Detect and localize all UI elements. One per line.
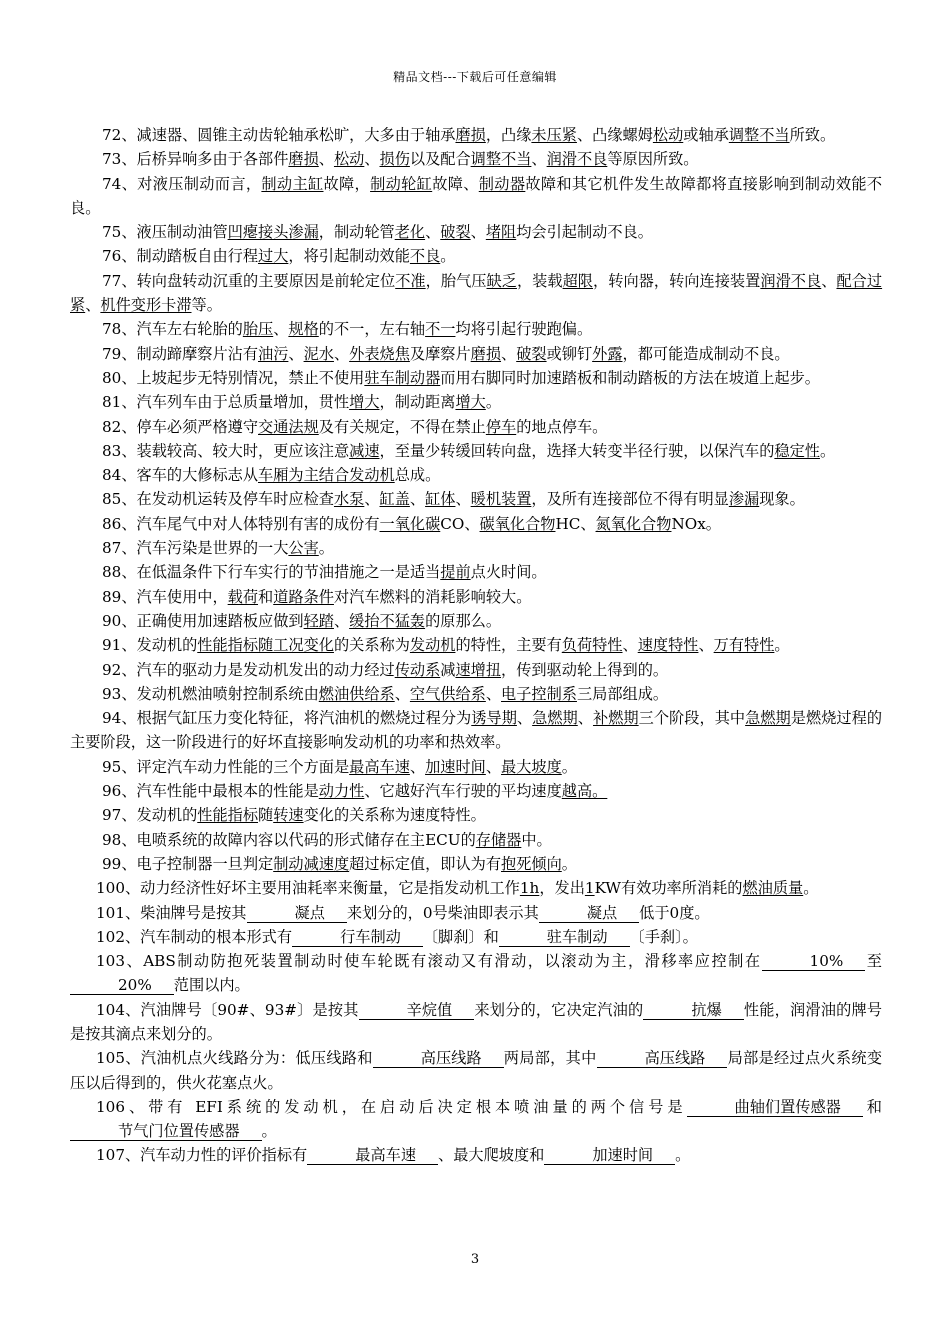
- underlined-answer: 空气供给系: [409, 684, 486, 703]
- fill-in-answer: 曲轴们置传感器: [687, 1098, 863, 1117]
- text-segment: 98、电喷系统的故障内容以代码的形式储存在主ECU的: [102, 830, 476, 849]
- underlined-answer: 提前: [440, 563, 471, 582]
- underlined-answer: 破裂: [516, 344, 547, 363]
- text-segment: 。: [485, 393, 502, 412]
- text-segment: 的地点停车。: [516, 417, 608, 436]
- text-segment: 99、电子控制器一旦判定: [102, 854, 274, 873]
- text-segment: 、最大爬坡度和: [438, 1146, 545, 1165]
- text-segment: 。: [675, 1146, 691, 1165]
- fill-in-answer: 抗爆: [643, 1001, 743, 1020]
- underlined-answer: 不准: [395, 271, 426, 290]
- underlined-answer: 越高。: [561, 782, 608, 801]
- text-segment: 现象。: [759, 490, 805, 509]
- underlined-answer: 制动轮缸: [370, 174, 433, 193]
- text-segment: 〔手刹〕。: [629, 927, 698, 946]
- question-73: [70, 147, 882, 171]
- underlined-answer: 破裂: [440, 223, 471, 242]
- question-96: [70, 779, 882, 803]
- question-85: [70, 487, 882, 511]
- text-segment: 79、制动蹄摩察片沾有: [102, 344, 259, 363]
- text-segment: 的原那么。: [425, 611, 502, 630]
- underlined-answer: 松动: [652, 126, 684, 144]
- question-87: [70, 536, 882, 560]
- underlined-answer: 缺乏: [486, 271, 517, 290]
- fill-in-answer: 凝点: [247, 904, 347, 923]
- text-segment: 而用右脚同时加速踏板和制动踏板的方法在坡道上起步。: [440, 368, 820, 387]
- question-72: [70, 123, 882, 147]
- text-segment: 范围以内。: [173, 976, 250, 995]
- text-segment: 。: [261, 1122, 277, 1141]
- text-segment: 对汽车燃料的消耗影响较大。: [333, 587, 532, 606]
- text-segment: 84、客车的大修标志从: [102, 466, 259, 485]
- text-segment: 等。: [191, 296, 222, 315]
- text-segment: 、: [501, 344, 517, 363]
- underlined-answer: 制动主缸: [261, 174, 324, 193]
- text-segment: 、: [394, 684, 410, 703]
- text-segment: 93、发动机燃油喷射控制系统由: [102, 684, 319, 703]
- text-segment: 。: [440, 247, 456, 266]
- text-segment: 故障、: [432, 174, 479, 193]
- question-88: [70, 560, 882, 584]
- underlined-answer: 电子控制系: [501, 684, 577, 703]
- underlined-answer: 缸盖: [379, 490, 410, 509]
- underlined-answer: 车厢为主结合发动机: [258, 466, 395, 485]
- fill-in-answer: 10%: [762, 952, 866, 971]
- underlined-answer: 规格: [288, 320, 319, 339]
- text-segment: 超过标定值，即认为有: [349, 854, 502, 873]
- underlined-answer: 发动机: [409, 636, 456, 655]
- text-segment: ，装载: [516, 271, 563, 290]
- question-99: [70, 852, 882, 876]
- text-segment: 。: [774, 636, 790, 655]
- fill-in-answer: 高压线路: [373, 1049, 504, 1068]
- question-94: [70, 706, 882, 755]
- text-segment: ，传到驱动轮上得到的。: [501, 660, 669, 679]
- underlined-answer: 轻踏: [303, 611, 334, 630]
- underlined-answer: 制动减速度: [273, 854, 350, 873]
- question-105: [70, 1046, 882, 1095]
- text-segment: 三局部组成。: [576, 684, 669, 703]
- text-segment: 局部是经过点火系统变压以后得到的，供火花塞点火。: [70, 1049, 883, 1092]
- underlined-answer: 缓抬不猛轰: [349, 611, 426, 630]
- underlined-answer: 外露: [592, 344, 623, 363]
- underlined-answer: 燃油供给系: [318, 684, 395, 703]
- text-segment: 。: [561, 757, 577, 776]
- document-body: [70, 123, 882, 1168]
- question-103: [70, 949, 882, 998]
- underlined-answer: 堵阻: [485, 223, 517, 242]
- underlined-answer: 润滑不良: [760, 271, 822, 290]
- underlined-answer: 转速: [273, 806, 304, 825]
- text-segment: ，制动距离: [379, 393, 456, 412]
- question-81: [70, 390, 882, 414]
- text-segment: 104、汽油牌号〔90#、93#〕是按其: [96, 1000, 359, 1019]
- text-segment: 性能，润滑油的牌号是按其滴点来划分的。: [70, 1000, 883, 1043]
- text-segment: 低于0度。: [639, 903, 710, 922]
- text-segment: 以及配合: [409, 150, 471, 169]
- underlined-answer: 诱导期: [471, 709, 517, 728]
- underlined-answer: 交通法规: [258, 417, 319, 436]
- text-segment: 的关系称为: [333, 636, 410, 655]
- underlined-answer: 水泵: [333, 490, 365, 509]
- text-segment: ，胎气压: [425, 271, 487, 290]
- text-segment: ，凸缘: [485, 126, 532, 144]
- underlined-answer: 驻车制动器: [364, 368, 441, 387]
- underlined-answer: 外表烧焦: [349, 344, 410, 363]
- text-segment: 、: [821, 271, 837, 290]
- text-segment: 的不一，左右轴: [318, 320, 426, 339]
- text-segment: 点火时间。: [470, 563, 547, 582]
- text-segment: 105、汽油机点火线路分为：低压线路和: [96, 1049, 373, 1068]
- text-segment: ，发出: [539, 879, 585, 898]
- underlined-answer: 老化: [394, 223, 426, 242]
- text-segment: 、: [485, 684, 502, 703]
- question-91: [70, 633, 882, 657]
- text-segment: 100、动力经济性好坏主要用油耗率来衡量，它是指发动机工作: [96, 879, 520, 898]
- text-segment: 及摩察片: [409, 344, 471, 363]
- question-80: [70, 366, 882, 390]
- text-segment: 。: [561, 854, 577, 873]
- underlined-answer: 性能指标随工况变化: [197, 636, 334, 655]
- fill-in-answer: 最高车速: [307, 1146, 438, 1165]
- text-segment: 、: [455, 490, 471, 509]
- text-segment: 88、在低温条件下行车实行的节油措施之一是适当: [102, 563, 441, 582]
- text-segment: 106、带有 EFI系统的发动机，在启动后决定根本喷油量的两个信号是: [96, 1097, 687, 1116]
- question-101: [70, 901, 882, 925]
- underlined-answer: 调整不当: [470, 150, 532, 169]
- text-segment: ，至量少转缓回转向盘，选择大转变半径行驶，以保汽车的: [379, 441, 775, 460]
- underlined-answer: 加速时间: [425, 757, 486, 776]
- underlined-answer: 性能指标: [197, 806, 259, 825]
- text-segment: 等原因所致。: [607, 150, 699, 169]
- text-segment: 、: [333, 344, 350, 363]
- text-segment: ，转向器，转向连接装置: [593, 271, 761, 290]
- underlined-answer: 配合过紧: [70, 271, 883, 315]
- text-segment: ，及所有连接部位不得有明显: [531, 490, 729, 509]
- text-segment: 所致。: [789, 126, 836, 144]
- underlined-answer: 燃油质量: [742, 879, 804, 898]
- text-segment: 、: [516, 709, 533, 728]
- text-segment: 83、装载较高、较大时，更应该注意: [102, 441, 350, 460]
- text-segment: HC、: [555, 514, 596, 533]
- text-segment: 92、汽车的驱动力是发动机发出的动力经过: [102, 660, 395, 679]
- fill-in-answer: 行车制动: [292, 928, 423, 947]
- text-segment: 中。: [521, 830, 552, 849]
- underlined-answer: 制动器: [478, 174, 526, 193]
- text-segment: 或轴承: [683, 126, 729, 144]
- question-100: [70, 876, 882, 900]
- text-segment: 82、停车必须严格遵守: [102, 417, 259, 436]
- text-segment: NOx。: [671, 514, 721, 533]
- text-segment: 76、制动踏板自由行程: [102, 247, 259, 266]
- fill-in-answer: 加速时间: [544, 1146, 675, 1165]
- text-segment: 103、ABS制动防抱死装置制动时使车轮既有滚动又有滑动，以滚动为主，滑移率应控制在: [96, 952, 762, 971]
- text-segment: ，将引起制动效能: [288, 247, 410, 266]
- text-segment: 、: [577, 709, 593, 728]
- text-segment: KW有效功率所消耗的: [594, 879, 743, 898]
- underlined-answer: 道路条件: [273, 587, 334, 606]
- text-segment: 的特性，主要有: [455, 636, 562, 655]
- underlined-answer: 最大坡度: [501, 757, 562, 776]
- text-segment: 。: [318, 539, 334, 558]
- underlined-answer: 传动系: [394, 660, 441, 679]
- question-76: [70, 244, 882, 268]
- underlined-answer: 抱死倾向: [501, 854, 562, 873]
- underlined-answer: 润滑不良: [546, 150, 608, 169]
- underlined-answer: 增大: [455, 393, 486, 412]
- question-82: [70, 415, 882, 439]
- underlined-answer: 磨损: [455, 126, 486, 144]
- fill-in-answer: 凝点: [539, 904, 639, 923]
- text-segment: 、凸缘螺姆: [576, 126, 653, 144]
- underlined-answer: 急燃期: [745, 709, 791, 728]
- question-89: [70, 585, 882, 609]
- text-segment: 、: [409, 757, 426, 776]
- text-segment: 。: [803, 879, 819, 898]
- text-segment: CO、: [440, 514, 480, 533]
- underlined-answer: 一氧化碳: [379, 514, 441, 533]
- text-segment: 78、汽车左右轮胎的: [102, 320, 243, 339]
- underlined-answer: 机件变形卡滞: [100, 296, 192, 315]
- underlined-answer: 泥水: [303, 344, 334, 363]
- text-segment: 80、上坡起步无特别情况，禁止不使用: [102, 368, 365, 387]
- underlined-answer: 急燃期: [532, 709, 578, 728]
- question-86: [70, 512, 882, 536]
- question-74: [70, 172, 882, 221]
- underlined-answer: 暖机装置: [470, 490, 532, 509]
- text-segment: 均会引起制动不良。: [516, 223, 653, 242]
- fill-in-answer: 辛烷值: [359, 1001, 475, 1020]
- question-106: [70, 1095, 882, 1144]
- underlined-answer: 1h: [519, 879, 540, 898]
- question-83: [70, 439, 882, 463]
- text-segment: 变化的关系称为速度特性。: [303, 806, 486, 825]
- text-segment: 74、对液压制动而言，: [102, 174, 262, 193]
- underlined-answer: 磨损: [470, 344, 502, 363]
- fill-in-answer: 驻车制动: [499, 928, 630, 947]
- text-segment: 、: [485, 757, 502, 776]
- text-segment: 75、液压制动油管: [102, 223, 228, 242]
- text-segment: 故障，: [323, 174, 371, 193]
- underlined-answer: 碳氧化合物: [479, 514, 556, 533]
- underlined-answer: 速度特性: [637, 636, 699, 655]
- underlined-answer: 过大: [258, 247, 289, 266]
- underlined-answer: 油污: [258, 344, 289, 363]
- text-segment: 、: [409, 490, 426, 509]
- underlined-answer: 增大: [349, 393, 380, 412]
- text-segment: 、: [470, 223, 486, 242]
- text-segment: 、: [531, 150, 547, 169]
- text-segment: 87、汽车污染是世界的一大: [102, 539, 289, 558]
- text-segment: 96、汽车性能中最根本的性能是: [102, 782, 319, 801]
- underlined-answer: 胎压: [242, 320, 274, 339]
- text-segment: ，制动轮管: [318, 223, 395, 242]
- text-segment: 107、汽车动力性的评价指标有: [96, 1146, 308, 1165]
- text-segment: 89、汽车使用中，: [102, 587, 228, 606]
- text-segment: 和: [862, 1097, 882, 1116]
- question-78: [70, 317, 882, 341]
- text-segment: 、: [318, 150, 334, 169]
- underlined-answer: 停车: [485, 417, 517, 436]
- underlined-answer: 损伤: [379, 150, 410, 169]
- text-segment: 和: [258, 587, 274, 606]
- text-segment: 及有关规定，不得在禁止: [318, 417, 486, 436]
- underlined-answer: 最高车速: [349, 757, 410, 776]
- underlined-answer: 速增扭: [455, 660, 502, 679]
- text-segment: 、: [85, 296, 101, 315]
- text-segment: 、: [364, 490, 380, 509]
- text-segment: 72、减速器、圆锥主动齿轮轴承松旷，大多由于轴承: [102, 126, 456, 144]
- text-segment: 、: [425, 223, 441, 242]
- text-segment: 。: [819, 441, 836, 460]
- underlined-answer: 存储器: [475, 830, 522, 849]
- question-79: [70, 342, 882, 366]
- text-segment: 或铆钉: [546, 344, 593, 363]
- underlined-answer: 氮氧化合物: [595, 514, 672, 533]
- text-segment: 95、评定汽车动力性能的三个方面是: [102, 757, 350, 776]
- text-segment: 94、根据气缸压力变化特征，将汽油机的燃烧过程分为: [102, 709, 472, 728]
- page-number: 3: [470, 1252, 480, 1267]
- text-segment: ，都可能造成制动不良。: [622, 344, 790, 363]
- text-segment: 、: [333, 611, 350, 630]
- text-segment: 86、汽车尾气中对人体特别有害的成份有: [102, 514, 380, 533]
- underlined-answer: 缸体: [425, 490, 456, 509]
- question-95: [70, 755, 882, 779]
- page-header: 精品文档---下载后可任意编辑: [393, 70, 557, 84]
- underlined-answer: 稳定性: [774, 441, 820, 460]
- question-104: [70, 998, 882, 1047]
- text-segment: 、: [364, 150, 380, 169]
- underlined-answer: 负荷特性: [561, 636, 623, 655]
- underlined-answer: 不一: [425, 320, 456, 339]
- text-segment: 均将引起行驶跑偏。: [455, 320, 593, 339]
- fill-in-answer: 高压线路: [597, 1049, 728, 1068]
- underlined-answer: 超限: [562, 271, 594, 290]
- question-77: [70, 269, 882, 318]
- text-segment: 〔脚刹〕和: [422, 927, 499, 946]
- text-segment: 85、在发动机运转及停车时应检查: [102, 490, 334, 509]
- text-segment: 90、正确使用加速踏板应做到: [102, 611, 304, 630]
- text-segment: 、: [698, 636, 714, 655]
- text-segment: 来划分的，它决定汽油的: [474, 1000, 644, 1019]
- fill-in-answer: 节气门位置传感器: [70, 1122, 262, 1141]
- text-segment: 、: [288, 344, 304, 363]
- underlined-answer: 不良: [409, 247, 441, 266]
- question-84: [70, 463, 882, 487]
- text-segment: 减: [440, 660, 456, 679]
- underlined-answer: 万有特性: [713, 636, 775, 655]
- fill-in-answer: 20%: [70, 976, 174, 995]
- question-92: [70, 658, 882, 682]
- question-98: [70, 828, 882, 852]
- text-segment: 、它越好汽车行驶的平均速度: [364, 782, 562, 801]
- text-segment: 总成。: [394, 466, 441, 485]
- text-segment: 三个阶段，其中: [638, 709, 746, 728]
- text-segment: 81、汽车列车由于总质量增加，贯性: [102, 393, 350, 412]
- question-90: [70, 609, 882, 633]
- text-segment: 102、汽车制动的根本形式有: [96, 927, 293, 946]
- underlined-answer: 动力性: [318, 782, 365, 801]
- text-segment: 91、发动机的: [102, 636, 198, 655]
- text-segment: 、: [622, 636, 638, 655]
- underlined-answer: 磨损: [288, 150, 319, 169]
- text-segment: 73、后桥异响多由于各部件: [102, 150, 289, 169]
- underlined-answer: 调整不当: [728, 126, 790, 144]
- question-93: [70, 682, 882, 706]
- text-segment: 101、柴油牌号是按其: [96, 903, 247, 922]
- underlined-answer: 减速: [349, 441, 380, 460]
- question-97: [70, 803, 882, 827]
- underlined-answer: 松动: [333, 150, 365, 169]
- text-segment: 来划分的，0号柴油即表示其: [346, 903, 539, 922]
- text-segment: 、: [273, 320, 289, 339]
- text-segment: 两局部，其中: [503, 1049, 597, 1068]
- text-segment: 至: [865, 952, 882, 971]
- underlined-answer: 凹瘪接头渗漏: [227, 223, 319, 242]
- text-segment: 随: [258, 806, 274, 825]
- underlined-answer: 未压紧: [531, 126, 577, 144]
- text-segment: 77、转向盘转动沉重的主要原因是前轮定位: [102, 271, 396, 290]
- underlined-answer: 公害: [288, 539, 319, 558]
- text-segment: 是燃烧过程的主要阶段，这一阶段进行的好坏直接影响发动机的功率和热效率。: [70, 709, 883, 752]
- underlined-answer: 载荷: [227, 587, 259, 606]
- text-segment: 97、发动机的: [102, 806, 198, 825]
- underlined-answer: 1: [584, 879, 595, 898]
- underlined-answer: 补燃期: [592, 709, 639, 728]
- text-segment: 故障和其它机件发生故障都将直接影响到制动效能不良。: [70, 174, 883, 217]
- underlined-answer: 渗漏: [728, 490, 760, 509]
- question-107: [70, 1143, 882, 1167]
- question-102: [70, 925, 882, 949]
- question-75: [70, 220, 882, 244]
